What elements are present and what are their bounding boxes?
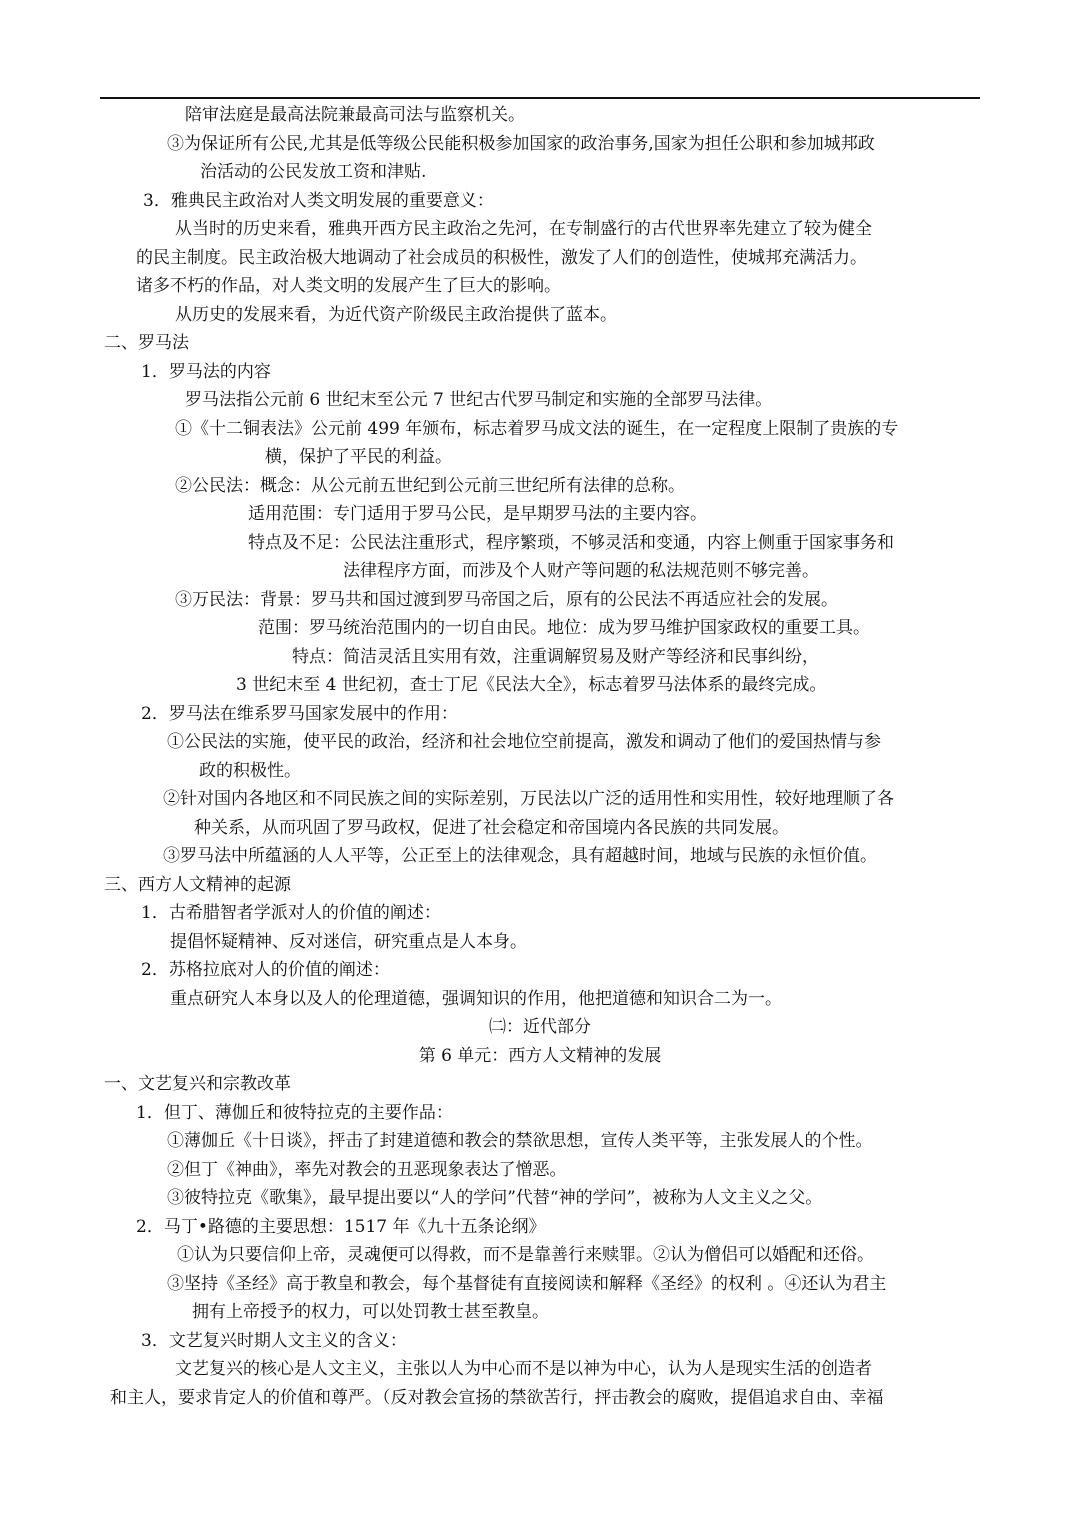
subsection-heading: 1．罗马法的内容	[141, 362, 271, 382]
text-line: ①公民法的实施，使平民的政治，经济和社会地位空前提高，激发和调动了他们的爱国热情与参	[167, 732, 881, 752]
text-line: ①《十二铜表法》公元前 499 年颁布，标志着罗马成文法的诞生，在一定程度上限制了贵族的专	[175, 419, 899, 439]
text-line: 范围：罗马统治范围内的一切自由民。地位：成为罗马维护国家政权的重要工具。	[258, 618, 870, 638]
text-line: 从当时的历史来看，雅典开西方民主政治之先河，在专制盛行的古代世界率先建立了较为健全	[175, 219, 872, 239]
subsection-heading: 2．马丁•路德的主要思想：1517 年《九十五条论纲》	[136, 1217, 546, 1237]
subsection-heading: 1．古希腊智者学派对人的价值的阐述：	[141, 903, 441, 923]
text-line: ②但丁《神曲》，率先对教会的丑恶现象表达了憎恶。	[167, 1160, 567, 1180]
text-line: ③为保证所有公民,尤其是低等级公民能积极参加国家的政治事务,国家为担任公职和参加城邦政	[167, 134, 875, 154]
text-line: 特点：简洁灵活且实用有效，注重调解贸易及财产等经济和民事纠纷，	[292, 647, 819, 667]
text-line: ①认为只要信仰上帝，灵魂便可以得救，而不是靠善行来赎罪。②认为僧侣可以婚配和还俗。	[177, 1245, 874, 1265]
text-line: 的民主制度。民主政治极大地调动了社会成员的积极性，激发了人们的创造性，使城邦充满活力。	[136, 248, 867, 268]
header-rule	[100, 97, 980, 99]
text-line: 从历史的发展来看，为近代资产阶级民主政治提供了蓝本。	[175, 305, 617, 325]
text-line: 拥有上帝授予的权力，可以处罚教士甚至教皇。	[192, 1302, 549, 1322]
subsection-heading: 2．罗马法在维系罗马国家发展中的作用：	[141, 704, 458, 724]
text-line: ①薄伽丘《十日谈》，抨击了封建道德和教会的禁欲思想，宣传人类平等，主张发展人的个性。	[167, 1131, 873, 1151]
text-line: ③坚持《圣经》高于教皇和教会，每个基督徒有直接阅读和解释《圣经》的权利 。④还认为君主	[167, 1274, 887, 1294]
text-line: ③万民法：背景：罗马共和国过渡到罗马帝国之后，原有的公民法不再适应社会的发展。	[175, 590, 838, 610]
subsection-heading: 1．但丁、薄伽丘和彼特拉克的主要作品：	[136, 1103, 453, 1123]
text-line: 罗马法指公元前 6 世纪末至公元 7 世纪古代罗马制定和实施的全部罗马法律。	[185, 390, 773, 410]
text-line: 法律程序方面，而涉及个人财产等问题的私法规范则不够完善。	[343, 561, 819, 581]
text-line: 适用范围：专门适用于罗马公民，是早期罗马法的主要内容。	[248, 504, 707, 524]
text-line: 种关系，从而巩固了罗马政权，促进了社会稳定和帝国境内各民族的共同发展。	[194, 818, 789, 838]
text-line: 和主人，要求肯定人的价值和尊严。（反对教会宣扬的禁欲苦行，抨击教会的腐败，提倡追求自由、幸福	[110, 1388, 884, 1408]
section-heading: 二、罗马法	[104, 333, 189, 353]
unit-title: 第 6 单元：西方人文精神的发展	[418, 1046, 662, 1066]
text-line: 提倡怀疑精神、反对迷信，研究重点是人本身。	[170, 932, 527, 952]
text-line: ②针对国内各地区和不同民族之间的实际差别，万民法以广泛的适用性和实用性，较好地理顺了各	[163, 789, 894, 809]
text-line: 3 世纪末至 4 世纪初，查士丁尼《民法大全》，标志着罗马法体系的最终完成。	[236, 675, 827, 695]
text-line: ②公民法：概念：从公元前五世纪到公元前三世纪所有法律的总称。	[175, 476, 685, 496]
subsection-heading: 2．苏格拉底对人的价值的阐述：	[141, 960, 390, 980]
subsection-heading: 3．文艺复兴时期人文主义的含义：	[141, 1331, 407, 1351]
text-line: 诸多不朽的作品，对人类文明的发展产生了巨大的影响。	[136, 276, 561, 296]
text-line: 治活动的公民发放工资和津贴.	[200, 162, 427, 182]
subsection-heading: 3．雅典民主政治对人类文明发展的重要意义：	[143, 191, 494, 211]
section-heading: 三、西方人文精神的起源	[104, 875, 291, 895]
text-line: 文艺复兴的核心是人文主义，主张以人为中心而不是以神为中心，认为人是现实生活的创造者	[175, 1359, 872, 1379]
part-heading: ㈡：近代部分	[489, 1017, 591, 1037]
text-line: 政的积极性。	[199, 761, 301, 781]
section-heading: 一、文艺复兴和宗教改革	[104, 1074, 291, 1094]
text-line: 重点研究人本身以及人的伦理道德，强调知识的作用，他把道德和知识合二为一。	[170, 989, 782, 1009]
text-line: ③彼特拉克《歌集》，最早提出要以“人的学问”代替“神的学问”，被称为人文主义之父。	[167, 1188, 823, 1208]
text-line: ③罗马法中所蕴涵的人人平等，公正至上的法律观念，具有超越时间，地域与民族的永恒价值。	[163, 846, 877, 866]
text-line: 陪审法庭是最高法院兼最高司法与监察机关。	[185, 105, 525, 125]
text-line: 横，保护了平民的利益。	[265, 447, 452, 467]
text-line: 特点及不足：公民法注重形式，程序繁琐，不够灵活和变通，内容上侧重于国家事务和	[248, 533, 894, 553]
